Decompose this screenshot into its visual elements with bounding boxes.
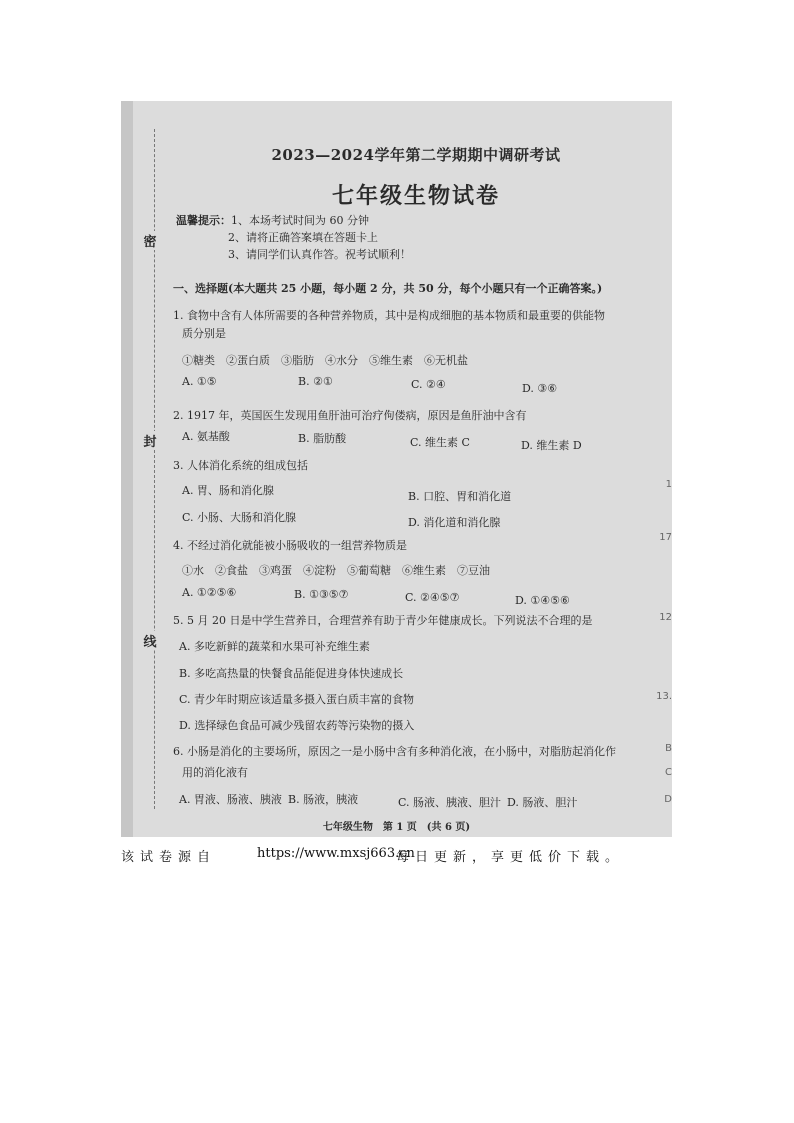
question-1-stem: 1. 食物中含有人体所需要的各种营养物质，其中是构成细胞的基本物质和最重要的供能物	[173, 309, 605, 322]
question-2-option-d: D. 维生素 D	[521, 439, 582, 452]
question-1-stem-cont: 质分别是	[182, 327, 226, 340]
question-5-option-d: D. 选择绿色食品可减少残留农药等污染物的摄入	[179, 719, 415, 732]
source-suffix: 每日更新，享更低价下载。	[396, 850, 625, 865]
margin-number: C	[665, 767, 672, 778]
margin-number: 1	[665, 479, 672, 490]
source-prefix: 该试卷源自	[121, 850, 217, 865]
question-6-stem: 6. 小肠是消化的主要场所，原因之一是小肠中含有多种消化液，在小肠中，对脂肪起消化作	[173, 745, 616, 758]
question-5-option-c: C. 青少年时期应该适量多摄入蛋白质丰富的食物	[179, 693, 415, 706]
question-1-option-d: D. ③⑥	[522, 382, 558, 395]
question-1-items: ①糖类 ②蛋白质 ③脂肪 ④水分 ⑤维生素 ⑥无机盐	[182, 354, 468, 367]
question-2-option-b: B. 脂肪酸	[298, 432, 347, 445]
question-3-option-a: A. 胃、肠和消化腺	[182, 484, 274, 497]
question-4-option-b: B. ①③⑤⑦	[294, 588, 349, 601]
subject-title: 七年级生物试卷	[331, 183, 500, 209]
page-footer: 七年级生物 第 1 页 (共 6 页)	[322, 822, 471, 833]
question-3-stem: 3. 人体消化系统的组成包括	[173, 459, 308, 472]
section-heading: 一、选择题(本大题共 25 小题，每小题 2 分，共 50 分，每个小题只有一个正确答案。)	[173, 282, 603, 295]
question-6-option-b: B. 肠液，胰液	[288, 793, 359, 806]
question-3-option-d: D. 消化道和消化腺	[408, 516, 501, 529]
tips-item: 3、请同学们认真作答。祝考试顺利！	[228, 248, 411, 261]
exam-title: 2023—2024学年第二学期期中调研考试	[271, 146, 561, 164]
question-2-option-c: C. 维生素 C	[410, 436, 470, 449]
seal-char-feng: 封	[139, 431, 161, 450]
question-6-option-a: A. 胃液、肠液、胰液	[179, 793, 282, 806]
question-4-stem: 4. 不经过消化就能被小肠吸收的一组营养物质是	[173, 539, 407, 552]
margin-number: 17	[659, 532, 672, 543]
margin-number: B	[665, 743, 672, 754]
question-4-option-d: D. ①④⑤⑥	[515, 594, 570, 607]
question-2-option-a: A. 氨基酸	[182, 430, 230, 443]
margin-number: D	[664, 794, 672, 805]
source-url[interactable]: https://www.mxsj663.cn	[257, 846, 415, 861]
question-1-option-a: A. ①⑤	[182, 375, 217, 388]
tips-item: 2、请将正确答案填在答题卡上	[228, 231, 378, 244]
question-5-option-a: A. 多吃新鲜的蔬菜和水果可补充维生素	[179, 640, 370, 653]
question-6-stem-cont: 用的消化液有	[182, 766, 248, 779]
question-5-option-b: B. 多吃高热量的快餐食品能促进身体快速成长	[179, 667, 404, 680]
exam-photo	[121, 101, 672, 837]
seal-char-mi: 密	[139, 231, 161, 250]
question-5-stem: 5. 5 月 20 日是中学生营养日，合理营养有助于青少年健康成长。下列说法不合理的是	[173, 614, 593, 627]
margin-number: 12	[659, 612, 672, 623]
question-2-stem: 2. 1917 年，英国医生发现用鱼肝油可治疗佝偻病，原因是鱼肝油中含有	[173, 409, 527, 422]
tips-item: 1、本场考试时间为 60 分钟	[231, 214, 369, 227]
photo-edge	[121, 101, 133, 837]
question-3-option-b: B. 口腔、胃和消化道	[408, 490, 512, 503]
tips-label: 温馨提示：	[176, 214, 231, 227]
seal-char-xian: 线	[139, 631, 161, 650]
question-4-items: ①水 ②食盐 ③鸡蛋 ④淀粉 ⑤葡萄糖 ⑥维生素 ⑦豆油	[182, 564, 490, 577]
tips	[176, 212, 411, 263]
question-1-option-b: B. ②①	[298, 375, 333, 388]
question-1-option-c: C. ②④	[411, 378, 446, 391]
question-6-option-d: D. 肠液、胆汁	[507, 796, 578, 809]
question-6-option-c: C. 肠液、胰液、胆汁	[398, 796, 502, 809]
question-4-option-a: A. ①②⑤⑥	[182, 586, 237, 599]
question-3-option-c: C. 小肠、大肠和消化腺	[182, 511, 297, 524]
margin-number: 13.	[656, 691, 672, 702]
question-4-option-c: C. ②④⑤⑦	[405, 591, 460, 604]
